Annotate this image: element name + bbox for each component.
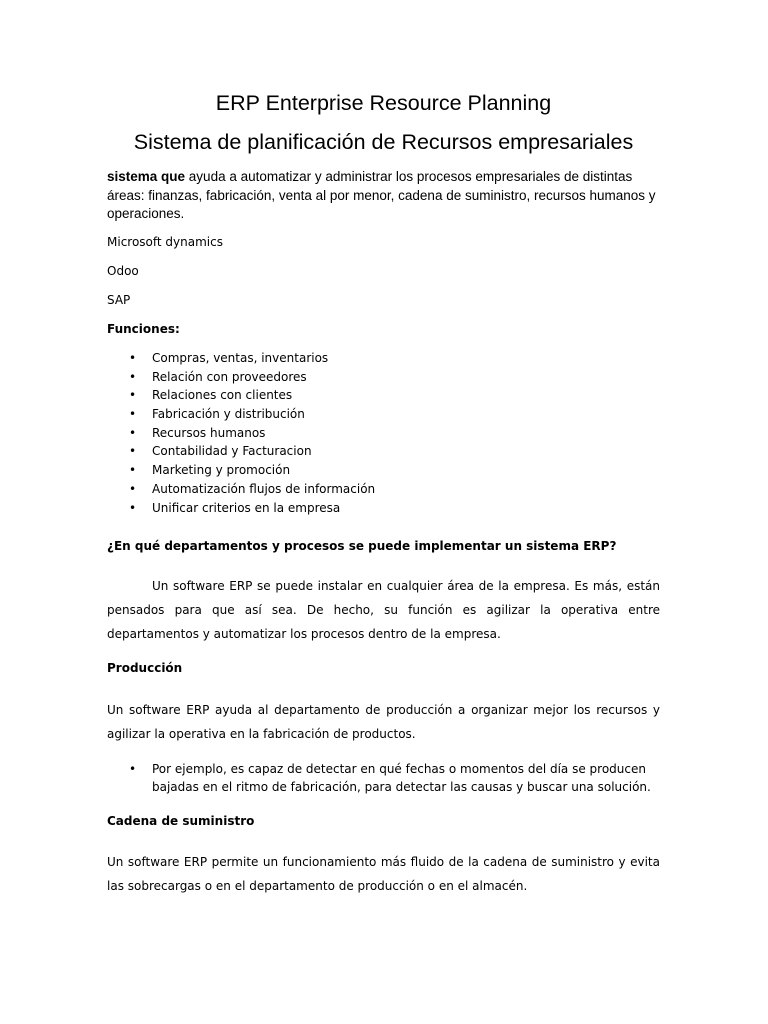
supply-paragraph: Un software ERP permite un funcionamiento más fluido de la cadena de suministro y evita las sobrecargas o en el departamento de producción o en el almacén. bbox=[107, 855, 660, 893]
list-item bbox=[107, 462, 375, 481]
bullet-icon: • bbox=[129, 407, 137, 422]
list-item-text: Unificar criterios en la empresa bbox=[152, 500, 341, 515]
list-item bbox=[107, 387, 375, 406]
document-subtitle: Sistema de planificación de Recursos empresariales bbox=[133, 130, 634, 154]
list-item bbox=[107, 443, 375, 462]
intro-text: ayuda a automatizar y administrar los procesos empresariales de distintas áreas: finanzas, fabricación, venta al por menor, cadena de suministro, recursos humanos y operaciones. bbox=[107, 169, 656, 221]
list-item bbox=[107, 500, 375, 519]
bullet-icon: • bbox=[129, 444, 137, 459]
list-item-text: Marketing y promoción bbox=[152, 463, 291, 478]
system-microsoft-dynamics: Microsoft dynamics bbox=[107, 235, 223, 249]
bullet-icon: • bbox=[129, 369, 137, 384]
bullet-icon: • bbox=[129, 463, 137, 478]
bullet-icon: • bbox=[129, 388, 137, 403]
list-item bbox=[107, 406, 375, 425]
list-item bbox=[107, 350, 375, 369]
bullet-icon: • bbox=[129, 425, 137, 440]
intro-paragraph bbox=[107, 168, 660, 224]
list-item-text: Automatización flujos de información bbox=[152, 481, 376, 496]
functions-list bbox=[107, 350, 375, 518]
bullet-icon: • bbox=[129, 762, 137, 776]
list-item bbox=[107, 481, 375, 500]
list-item bbox=[107, 425, 375, 444]
bullet-icon: • bbox=[129, 500, 137, 515]
production-paragraph: Un software ERP ayuda al departamento de producción a organizar mejor los recursos y agilizar la operativa en la fabricación de productos. bbox=[107, 703, 660, 741]
list-item-text: Contabilidad y Facturacion bbox=[152, 444, 312, 459]
intro-bold-text: sistema que bbox=[107, 169, 186, 184]
production-bullet bbox=[107, 760, 660, 796]
document-title: ERP Enterprise Resource Planning bbox=[215, 91, 552, 115]
system-sap: SAP bbox=[107, 293, 131, 307]
list-item-text: Compras, ventas, inventarios bbox=[152, 351, 329, 365]
system-odoo: Odoo bbox=[107, 264, 139, 278]
bullet-icon: • bbox=[129, 481, 137, 496]
bullet-icon: • bbox=[129, 351, 137, 365]
list-item-text: Fabricación y distribución bbox=[152, 407, 305, 422]
functions-heading: Funciones: bbox=[107, 322, 180, 336]
list-item-text: Relaciones con clientes bbox=[152, 388, 293, 403]
list-item-text: Relación con proveedores bbox=[152, 369, 307, 384]
production-heading: Producción bbox=[107, 661, 183, 675]
list-item-text: Recursos humanos bbox=[152, 425, 266, 440]
question-heading: ¿En qué departamentos y procesos se puede implementar un sistema ERP? bbox=[107, 539, 617, 553]
list-item bbox=[107, 369, 375, 388]
supply-heading: Cadena de suministro bbox=[107, 814, 255, 828]
question-paragraph: Un software ERP se puede instalar en cualquier área de la empresa. Es más, están pensados para que así sea. De hecho, su función es agilizar la operativa entre departamentos y automatizar los procesos dentro de la empresa. bbox=[107, 579, 660, 641]
production-bullet-text: Por ejemplo, es capaz de detectar en qué fechas o momentos del día se producen bajadas en el ritmo de fabricación, para detectar las causas y buscar una solución. bbox=[152, 762, 651, 794]
